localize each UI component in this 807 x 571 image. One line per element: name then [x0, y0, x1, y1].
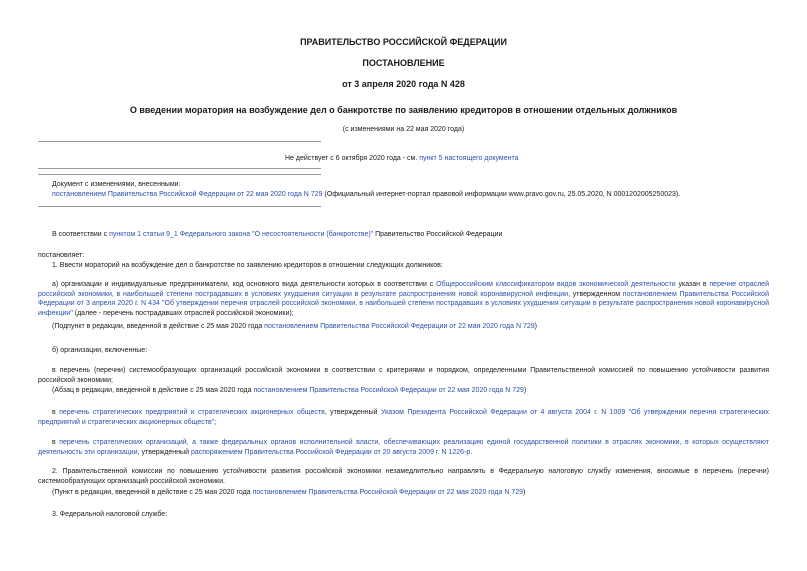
resolution-729-link[interactable]: постановлением Правительства Российской Федерации от 22 мая 2020 года N 729 [253, 387, 524, 394]
paragraph-3: 3. Федеральной налоговой службе: [52, 511, 168, 518]
status-line: Не действует с 6 октября 2020 года - см. пункт 5 настоящего документа [285, 155, 519, 162]
document-date-number: от 3 апреля 2020 года N 428 [342, 79, 465, 89]
decree-1009-link[interactable]: Указом Президента Российской Федерации от 4 августа 2004 г. N 1009 "Об утверждении перечня стратегических предприятий и стратегических акционерных обществ" [38, 409, 769, 426]
status-link[interactable]: пункт 5 настоящего документа [419, 155, 519, 162]
resolution-729-link[interactable]: постановлением Правительства Российской Федерации от 22 мая 2020 года N 729 [252, 489, 524, 496]
okved-link[interactable]: Общероссийским классификатором видов экономической деятельности [436, 281, 676, 288]
changes-link[interactable]: постановлением Правительства Российской Федерации от 22 мая 2020 года N 729 [52, 191, 323, 198]
law-link[interactable]: пунктом 1 статьи 9_1 Федерального закона "О несостоятельности (банкротстве)" [109, 231, 374, 238]
strategic-organizations-link[interactable]: перечень стратегических организаций, а также федеральных органов исполнительной власти, обеспечивающих реализацию единой государственной политики в отраслях экономики, в которых осуществляют деятельность эти организации [38, 439, 769, 456]
divider [38, 174, 321, 175]
industries-list-link[interactable]: перечне отраслей российской экономики, в наибольшей степени пострадавших в условиях ухудшения ситуации в результате распространения новой коронавирусной инфекции [38, 281, 769, 298]
paragraph-1: 1. Ввести мораторий на возбуждение дел о банкротстве по заявлению кредиторов в отношении следующих должников: [52, 262, 443, 269]
postanovlyaet-text: постановляет: [38, 252, 85, 259]
subparagraph-1a: а) организации и индивидуальные предприниматели, код основного вида деятельности которых в соответствии с Общероссийским классификатором видов экономической деятельности указан в перечне отраслей российской экономики, в наибольшей степени пострадавших в условиях ухудшения ситуации в результате распространения новой коронавирусной инфекции, утвержденном постановлением Правительства Российской Федерации от 3 апреля 2020 г. N 434 "Об утверждении перечня отраслей российской экономики, в наибольшей степени пострадавших в условиях ухудшения ситуации в результате распространения новой коронавирусной инфекции" (далее - перечень пострадавших отраслей российской экономики); [38, 281, 769, 317]
note-2: (Пункт в редакции, введенной в действие с 25 мая 2020 года постановлением Правительства Российской Федерации от 22 мая 2020 года N 729) [52, 489, 526, 496]
changes-line: постановлением Правительства Российской Федерации от 22 мая 2020 года N 729 (Официальный интернет-портал правовой информации www.pravo.gov.ru, 25.05.2020, N 0001202005250023). [52, 191, 681, 198]
document-title: О введении моратория на возбуждение дел о банкротстве по заявлению кредиторов в отношении отдельных должников [129, 105, 678, 115]
divider [38, 168, 321, 169]
order-1226-link[interactable]: распоряжением Правительства Российской Федерации от 20 августа 2009 г. N 1226-р [190, 448, 471, 456]
changes-label: Документ с изменениями, внесенными: [52, 181, 181, 188]
government-heading: ПРАВИТЕЛЬСТВО РОССИЙСКОЙ ФЕДЕРАЦИИ [300, 37, 507, 47]
intro-paragraph: В соответствии с пунктом 1 статьи 9_1 Федерального закона "О несостоятельности (банкротстве)" Правительство Российской Федерации [52, 231, 503, 238]
document-type: ПОСТАНОВЛЕНИЕ [362, 58, 445, 68]
subparagraph-1b: б) организации, включенные: [52, 347, 148, 354]
note-1b1: (Абзац в редакции, введенной в действие с 25 мая 2020 года постановлением Правительства Российской Федерации от 22 мая 2020 года N 729) [52, 387, 527, 394]
subparagraph-1b-item-2: в перечень стратегических предприятий и стратегических акционерных обществ, утвержденный Указом Президента Российской Федерации от 4 августа 2004 г. N 1009 "Об утверждении перечня стратегических предприятий и стратегических акционерных обществ"; [38, 409, 769, 426]
paragraph-2: 2. Правительственной комиссии по повышению устойчивости развития российской экономики незамедлительно направлять в Федеральную налоговую службу изменения, вносимые в перечень (перечни) системообразующих организаций российской экономики. [38, 468, 769, 485]
resolution-729-link[interactable]: постановлением Правительства Российской Федерации от 22 мая 2020 года N 729 [264, 323, 535, 330]
subparagraph-1b-item-3: в перечень стратегических организаций, а также федеральных органов исполнительной власти, обеспечивающих реализацию единой государственной политики в отраслях экономики, в которых осуществляют деятельность эти организации, утвержденный распоряжением Правительства Российской Федерации от 20 августа 2009 г. N 1226-р. [38, 439, 769, 456]
resolution-434-link[interactable]: постановлением Правительства Российской Федерации от 3 апреля 2020 г. N 434 "Об утверждении перечня отраслей российской экономики, в наибольшей степени пострадавших в условиях ухудшения ситуации в результате распространения новой коронавирусной инфекции" [38, 290, 769, 317]
divider [38, 141, 321, 142]
subparagraph-1b-item-1: в перечень (перечни) системообразующих организаций российской экономики в соответствии с критериями и порядком, определенными Правительственной комиссией по повышению устойчивости развития российской экономики; [38, 367, 769, 384]
document-page [38, 0, 769, 571]
divider [38, 206, 321, 207]
note-1a: (Подпункт в редакции, введенной в действие с 25 мая 2020 года постановлением Правительства Российской Федерации от 22 мая 2020 года N 729) [52, 323, 537, 330]
amendments-note: (с изменениями на 22 мая 2020 года) [342, 126, 465, 133]
strategic-enterprises-link[interactable]: перечень стратегических предприятий и стратегических акционерных обществ [59, 409, 325, 416]
